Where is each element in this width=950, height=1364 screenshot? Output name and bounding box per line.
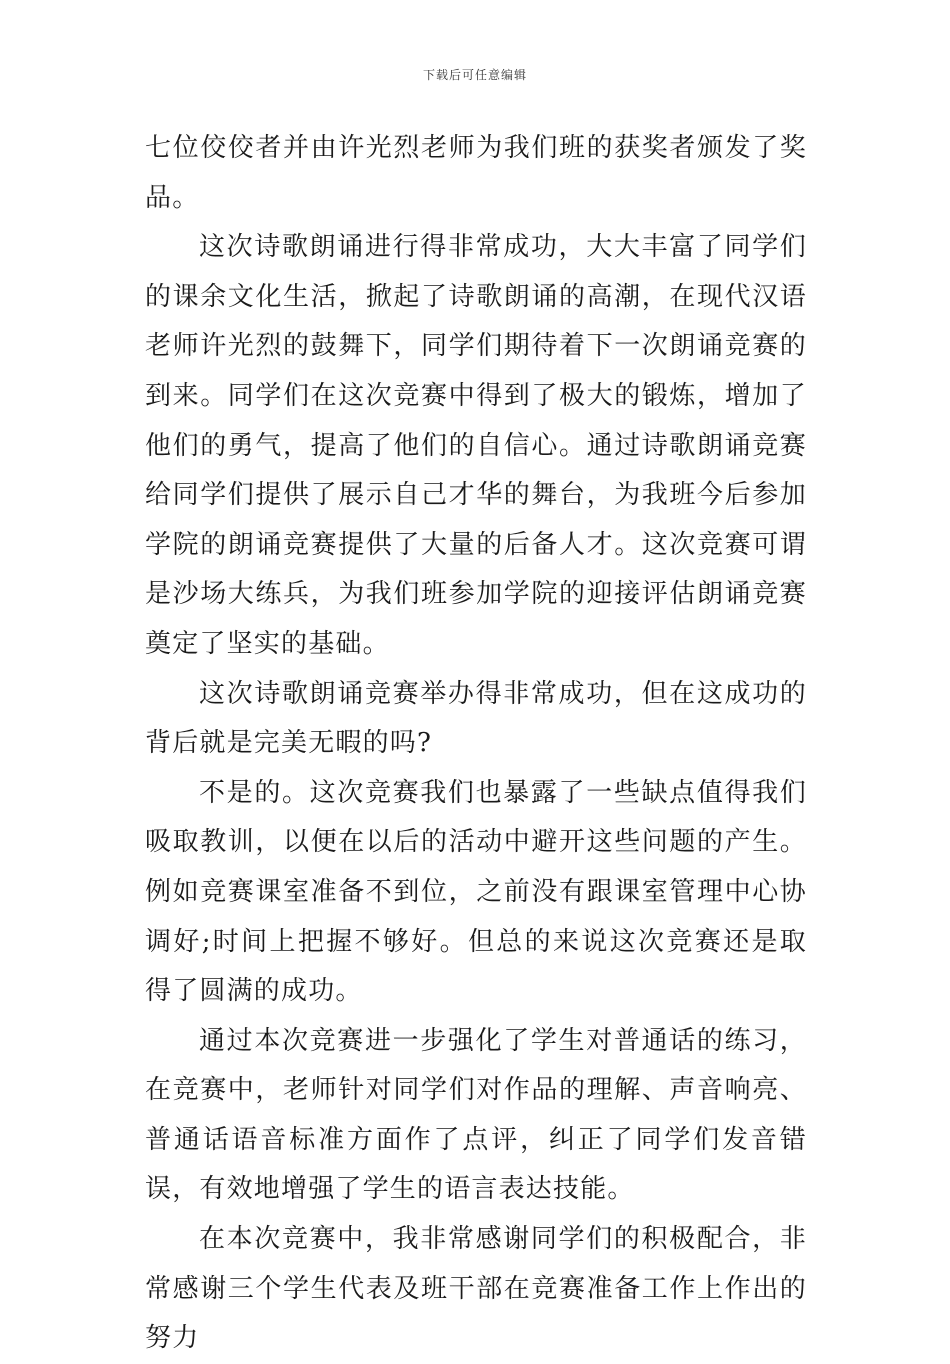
paragraph-3: 这次诗歌朗诵竞赛举办得非常成功，但在这成功的背后就是完美无暇的吗? xyxy=(145,678,807,759)
paragraph-6: 在本次竞赛中，我非常感谢同学们的积极配合，非常感谢三个学生代表及班干部在竞赛准备工作上作出的努力 xyxy=(145,1224,807,1354)
paragraph-5: 通过本次竞赛进一步强化了学生对普通话的练习，在竞赛中，老师针对同学们对作品的理解、声音响亮、普通话语音标准方面作了点评，纠正了同学们发音错误，有效地增强了学生的语言表达技能。 xyxy=(145,1025,807,1205)
page-header-note: 下载后可任意编辑 xyxy=(422,68,527,82)
paragraph-2: 这次诗歌朗诵进行得非常成功，大大丰富了同学们的课余文化生活，掀起了诗歌朗诵的高潮，在现代汉语老师许光烈的鼓舞下，同学们期待着下一次朗诵竞赛的到来。同学们在这次竞赛中得到了极大的锻炼，增加了他们的勇气，提高了他们的自信心。通过诗歌朗诵竞赛给同学们提供了展示自己才华的舞台，为我班今后参加学院的朗诵竞赛提供了大量的后备人才。这次竞赛可谓是沙场大练兵，为我们班参加学院的迎接评估朗诵竞赛奠定了坚实的基础。 xyxy=(145,232,807,659)
document-body xyxy=(145,124,807,1364)
paragraph-1: 七位佼佼者并由许光烈老师为我们班的获奖者颁发了奖品。 xyxy=(145,133,807,213)
paragraph-4: 不是的。这次竞赛我们也暴露了一些缺点值得我们吸取教训，以便在以后的活动中避开这些问题的产生。例如竞赛课室准备不到位，之前没有跟课室管理中心协调好;时间上把握不够好。但总的来说这次竞赛还是取得了圆满的成功。 xyxy=(145,777,807,1007)
